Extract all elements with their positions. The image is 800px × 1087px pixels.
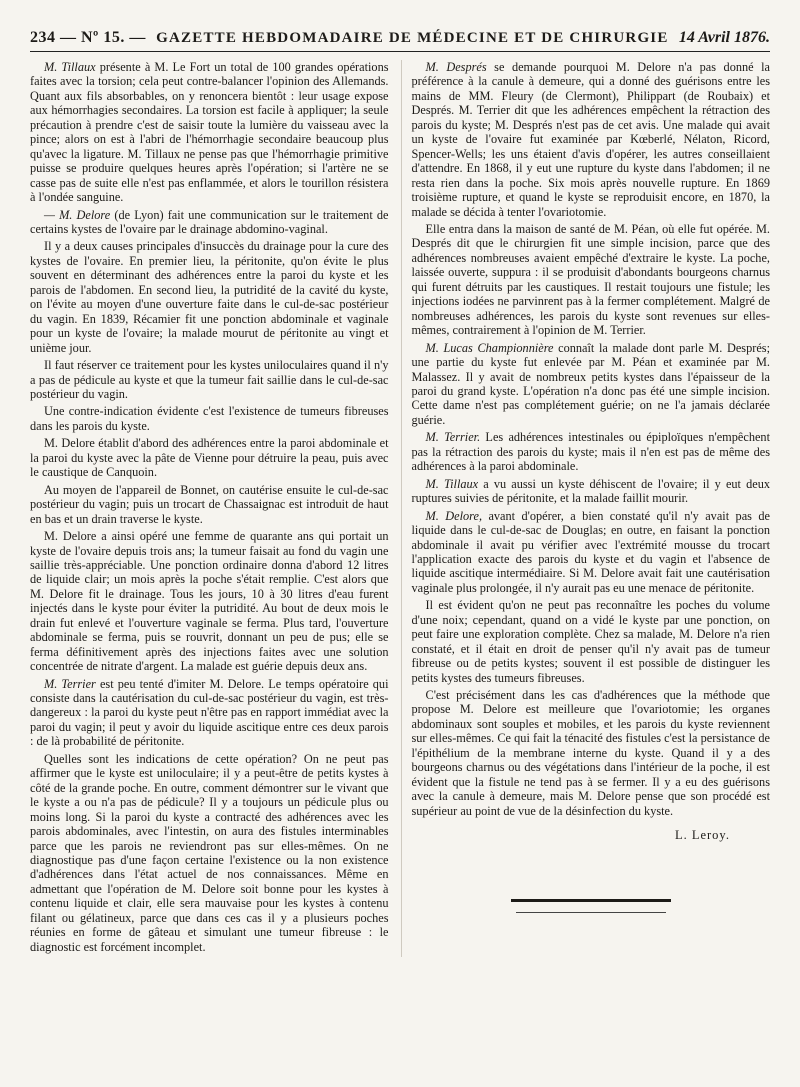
speaker-name: M. Tillaux <box>425 476 479 491</box>
paragraph: Une contre-indication évidente c'est l'existence de tumeurs fibreuses dans les parois du kyste. <box>30 404 389 433</box>
paragraph <box>412 509 771 596</box>
paragraph-text: (de Lyon) fait une communication sur le traitement de certains kystes de l'ovaire par le drainage abdomino-vaginal. <box>30 207 389 236</box>
paragraph: Au moyen de l'appareil de Bonnet, on cautérise ensuite le cul-de-sac postérieur du vagin; puis un trocart de Chassaignac est introduit de haut en bas et un drain traverse le kyste. <box>30 482 389 526</box>
left-column <box>30 60 389 957</box>
speaker-name: M. Després <box>425 60 487 74</box>
page-header <box>30 22 770 52</box>
speaker-name: M. Terrier. <box>425 430 481 445</box>
issue-date: 14 Avril 1876. <box>678 29 770 46</box>
paragraph-text: présente à M. Le Fort un total de 100 grandes opérations faites avec la torsion; cela peut contre-balancer l'opinion des Allemands. Quant aux fils absorbables, on y renoncera bientôt : leur usage expose aux hémorrhagies secondaires. La torsion est facile à appliquer; la seule précaution à prendre c'est de saisir toute la lumière du vaisseau avec la pince; alors on est à l'abri de l'hémorrhagie secondaire beaucoup plus qu'avec la ligature. M. Tillaux ne pense pas que l'hémorrhagie primitive puisse se produire quelques heures après l'opération; si l'artère ne se casse pas de suite elle n'est pas enflammée, et alors le tourillon résistera à l'ondée sanguine. <box>30 60 389 205</box>
speaker-name: M. Terrier <box>44 676 96 691</box>
paragraph <box>412 60 771 219</box>
paragraph-text: avant d'opérer, a bien constaté qu'il n'y avait pas de liquide dans le cul-de-sac de Douglas; en outre, en faisant la ponction abdominale il avait pu vérifier avec l'extrémité mousse du trocart l'application exacte des parois du kyste et du vagin et l'absence de liquide ascitique intermédiaire. Si M. Delore avait fait une cautérisation vaginale plus prolongée, il n'y aurait pas eu une menace de péritonite. <box>411 508 770 595</box>
paragraph <box>412 341 771 428</box>
paragraph <box>30 677 389 749</box>
author-signature: L. Leroy. <box>674 828 730 843</box>
paragraph: C'est précisément dans les cas d'adhérences que la méthode que propose M. Delore est meilleure que l'ovariotomie; les organes abdominaux sont souples et mobiles, et les parois du kyste reviennent sur elles-mêmes. Ce qui fait la ténacité des fistules c'est la persistance de l'épithélium de la membrane interne du kyste. Quand il y a des bourgeons charnus ou des végétations dans l'intérieur de la poche, il est évident que la fistule ne tend pas à se fermer. Il y a eu des guérisons avec la canule à demeure, mais M. Delore pense que son procédé est supérieur au point de vue de la désinfection du kyste. <box>411 688 770 818</box>
paragraph <box>30 60 389 205</box>
paragraph: M. Delore a ainsi opéré une femme de quarante ans qui portait un kyste de l'ovaire depuis trois ans; la tumeur faisait au fond du vagin une saillie très-appréciable. Une ponction ordinaire donna d'abord 12 litres de liquide clair; un mois après la poche s'était remplie. C'est alors que M. Delore fit le drainage. Tous les jours, 10 à 30 litres d'eau furent injectés dans le kyste pour éviter la putridité. Au bout de deux mois le drain fut enlevé et l'ouverture vaginale se ferma. Plus tard, l'ouverture abdominale se ferma, puis se rouvrit, donnant un peu de pus; elle se ferma définitivement après des injections faites avec une solution concentrée de nitrate d'argent. La malade est guérie depuis deux ans. <box>30 529 389 674</box>
speaker-name: M. Lucas Championnière <box>425 340 554 355</box>
journal-title: GAZETTE HEBDOMADAIRE DE MÉDECINE ET DE CHIRURGIE <box>156 30 669 46</box>
paragraph <box>30 208 389 237</box>
paragraph-text: a vu aussi un kyste déhiscent de l'ovaire; il y eut deux ruptures suivies de péritonite, et la malade faillit mourir. <box>411 476 771 506</box>
right-column <box>401 60 771 957</box>
paragraph: Il est évident qu'on ne peut pas reconnaître les poches du volume d'une noix; cependant, quand on a vidé le kyste par une ponction, on peut faire une exploration complète. Chez sa malade, M. Delore n'a rien constaté, et il était en droit de penser qu'il n'y avait pas de tumeur fibreuse ou de petits kystes; souvent il est possible de distinguer les petits kystes des tumeurs fibreuses. <box>411 598 770 685</box>
paragraph: Il y a deux causes principales d'insuccès du drainage pour la cure des kystes de l'ovaire. En premier lieu, la péritonite, qu'on évite le plus souvent en déterminant des adhérences entre la paroi du kyste et les parois de l'abdomen. En second lieu, la putridité de la cavité du kyste, on l'évite au moyen d'une ouverture faite dans le cul-de-sac postérieur du vagin. En 1839, Récamier fit une ponction abdominale et vaginale pour un kyste de l'ovaire; la malade mourut de péritonite au vingt et unième jour. <box>30 239 389 355</box>
paragraph-text: connaît la malade dont parle M. Després; une partie du kyste fut enlevée par M. Péan et examinée par M. Malassez. Il y avait de nombreux petits kystes dans l'épaisseur de la paroi du grand kyste. L'opération n'a donc pas été une simple incision. Cette dame n'est pas complétement guérie; on ne l'a jamais déclarée guérie. <box>411 340 770 427</box>
article-columns <box>30 60 770 957</box>
paragraph <box>412 477 771 506</box>
section-divider <box>511 899 671 902</box>
paragraph-text: se demande pourquoi M. Delore n'a pas donné la préférence à la canule à demeure, qui a donné des guérisons entre les mains de MM. Fleury (de Clermont), Philippart (de Roubaix) et Després. M. Terrier dit que les adhérences empêchent la rétraction des parois du kyste; M. Després n'est pas de cet avis. Une malade qui avait un kyste de l'ovaire fut examinée par Kœberlé, Nélaton, Ricord, Spencer-Wells; les uns étaient d'avis d'opérer, les autres conseillaient d'attendre. En 1868, il y eut une rupture du kyste dans l'abdomen; il ne resta rien dans la poche. Six mois après nouvelle rupture. En 1869 troisième rupture, et quand le kyste se reproduisit encore, en 1870, la malade se décida à tenter l'ovariotomie. <box>411 60 770 219</box>
paragraph-text: est peu tenté d'imiter M. Delore. Le temps opératoire qui consiste dans la cautérisation du cul-de-sac postérieur du vagin, est très-dangereux : la paroi du kyste peut n'être pas en rapport immédiat avec la paroi du vagin; il peut y avoir du liquide ascitique entre ces deux parois : de là probabilité de péritonite. <box>30 676 389 749</box>
speaker-name: M. Delore, <box>425 508 483 523</box>
speaker-name: — M. Delore <box>44 207 111 222</box>
paragraph <box>412 430 771 473</box>
section-divider-thin <box>516 912 666 913</box>
paragraph: Quelles sont les indications de cette opération? On ne peut pas affirmer que le kyste est uniloculaire; il y a peut-être de petits kystes à côté de la grande poche. En outre, comment démontrer sur le vivant que le kyste a ou n'a pas de pédicule? Il y a toujours un pédicule plus ou moins long. Si la paroi du kyste a contracté des adhérences avec les parois abdominales, avec l'intestin, on aura des fistules interminables parce que les parois ne reviendront pas sur elles-mêmes. On ne diagnostique pas d'une façon certaine l'existence ou la non existence d'adhérences dans l'état actuel de nos connaissances. Même en admettant que l'opération de M. Delore soit bonne pour les kystes à contenu liquide et clair, elle sera mauvaise pour les kystes à contenu filant ou gélatineux, parce que dans ces cas il y a plusieurs poches réunies en forme de gâteau et simulant une tumeur fibreuse : le diagnostic est forcément incomplet. <box>30 751 389 954</box>
paragraph-text: Les adhérences intestinales ou épiploïques n'empêchent pas la rétraction des parois du kyste; mais il n'en est pas de même des adhérences à la paroi abdominale. <box>411 430 770 474</box>
speaker-name: M. Tillaux <box>44 60 96 74</box>
paragraph: Elle entra dans la maison de santé de M. Péan, où elle fut opérée. M. Després dit que le chirurgien fit une simple incision, parce que des adhérences nombreuses avaient empêché d'extraire le kyste. La poche, laissée ouverte, suppura : il se produisit d'abondants bourgeons charnus qui furent détruits par les caustiques. Il restait toujours une fistule; les injections iodées ne parvinrent pas à la fermer complétement. Malgré de nombreuses adhérences, les parois du kyste sont revenues sur elles-mêmes, contrairement à l'opinion de M. Terrier. <box>411 221 770 338</box>
page-number: 234 — Nº 15. — <box>30 29 146 46</box>
paragraph: Il faut réserver ce traitement pour les kystes uniloculaires quand il n'y a pas de pédicule au kyste et que la tumeur fait saillie dans le cul-de-sac postérieur du vagin. <box>30 358 389 401</box>
paragraph: M. Delore établit d'abord des adhérences entre la paroi abdominale et la paroi du kyste avec la pâte de Vienne pour détruire la peau, puis avec le caustique de Canquoin. <box>30 436 389 480</box>
